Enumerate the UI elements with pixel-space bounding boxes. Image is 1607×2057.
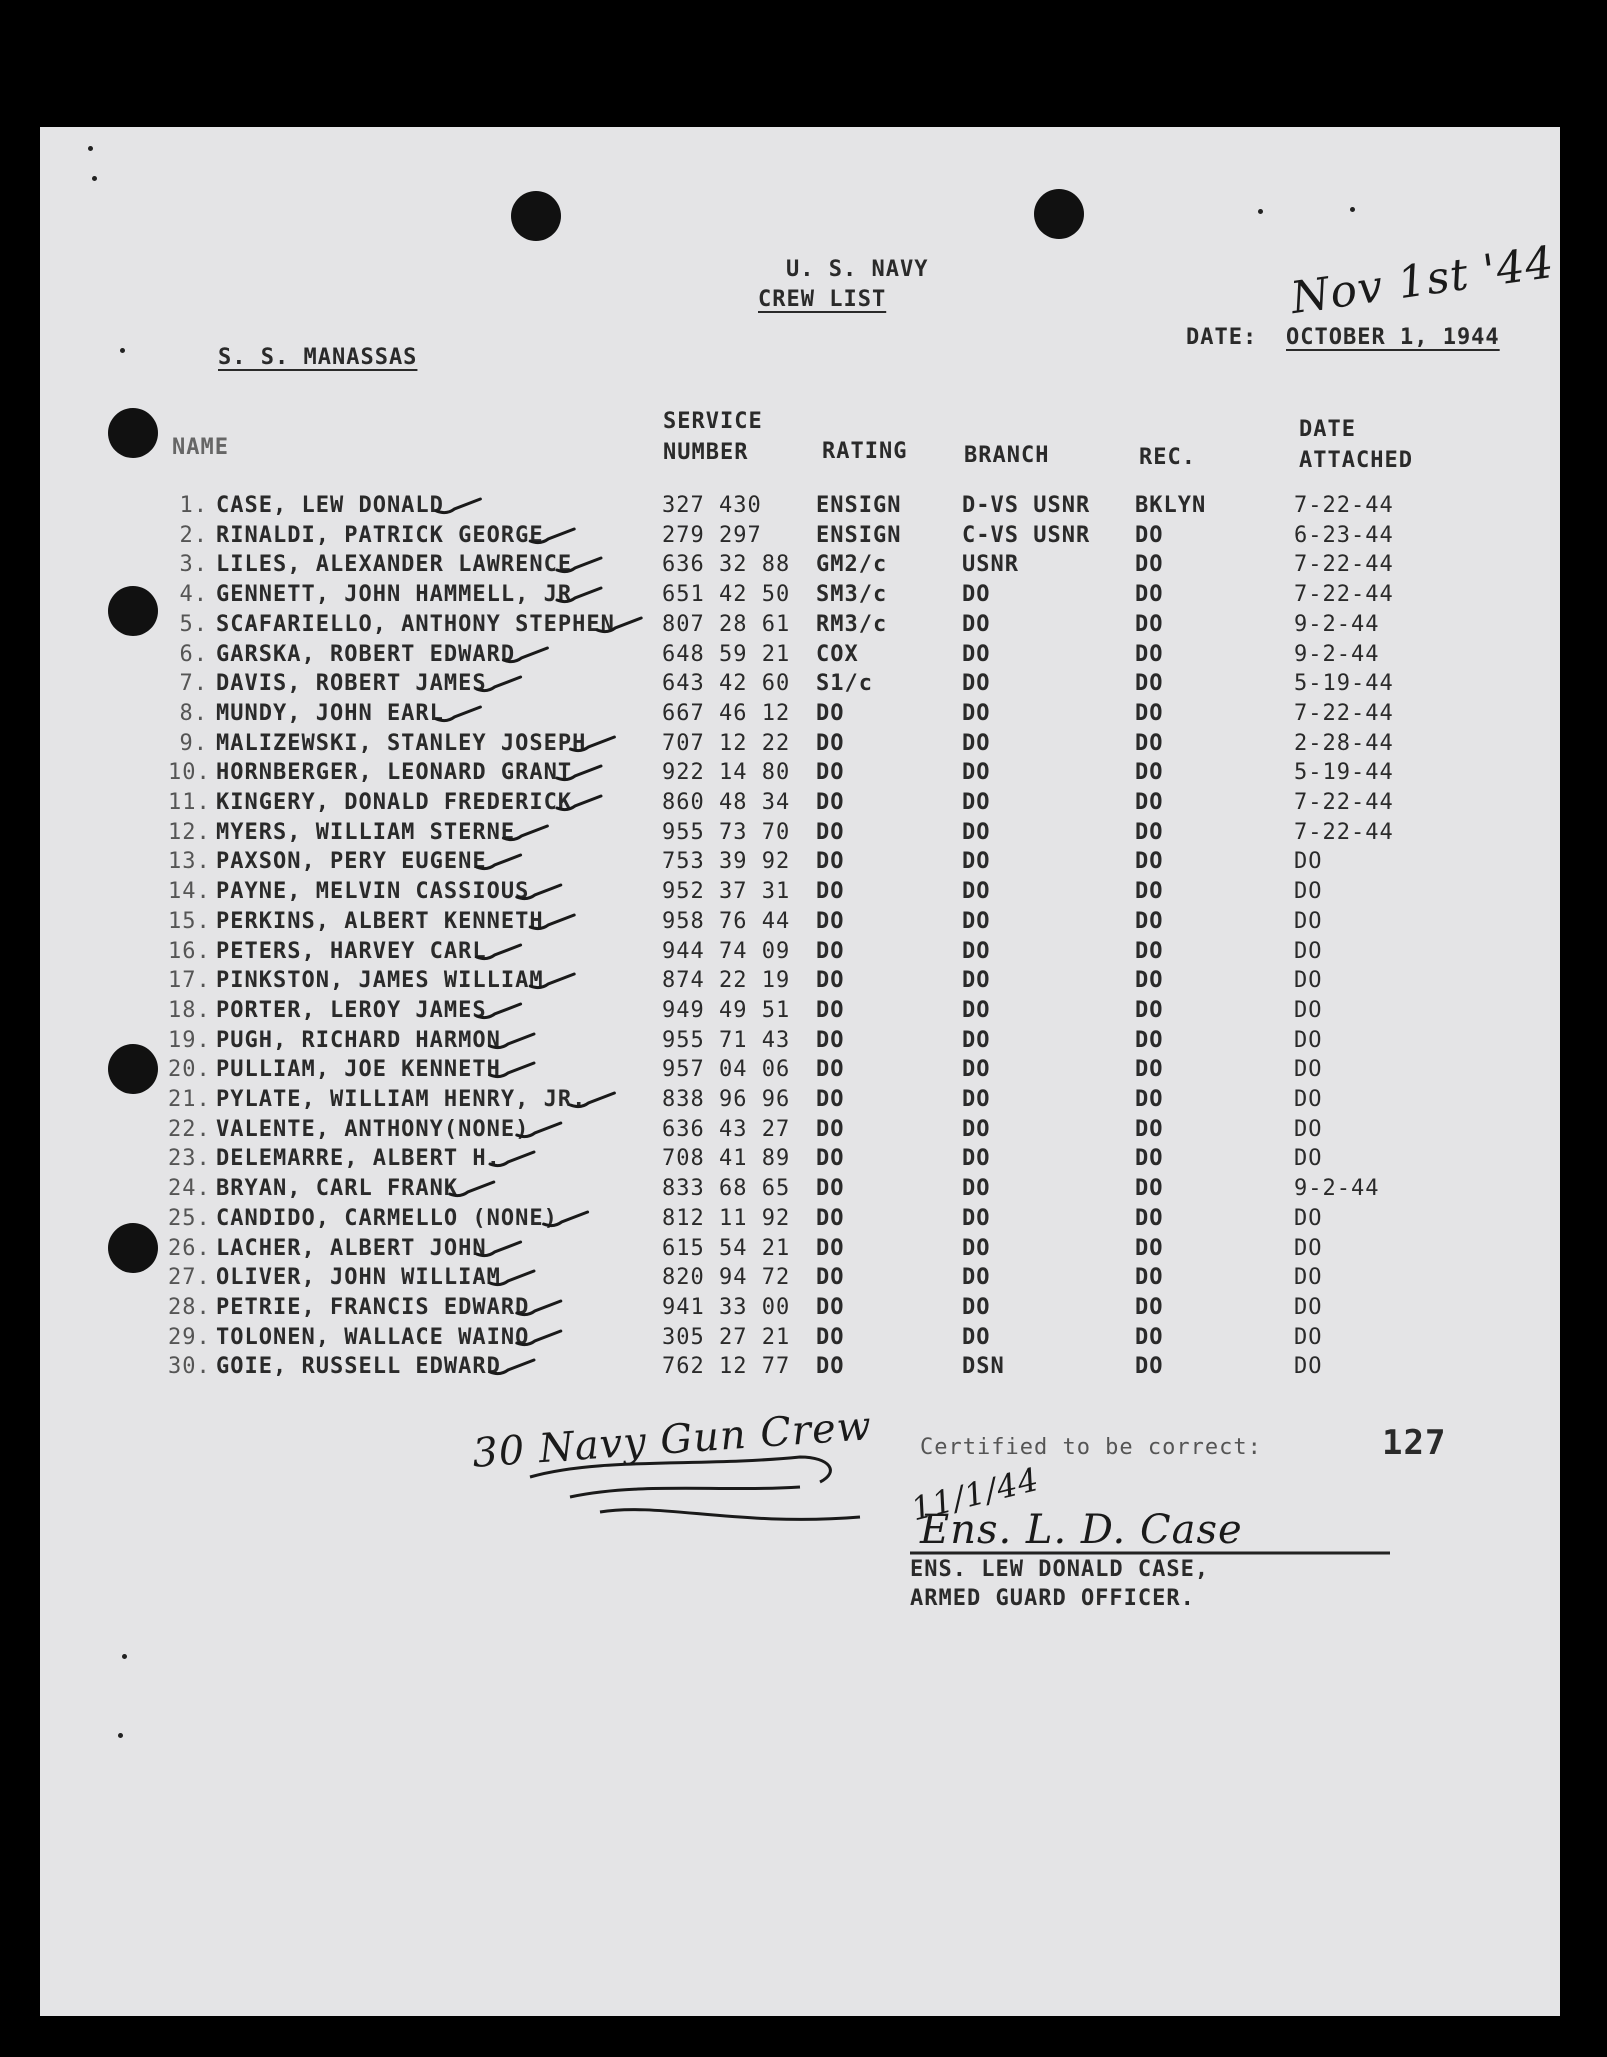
row-number: 19. <box>168 1028 211 1053</box>
crew-name: PERKINS, ALBERT KENNETH <box>216 909 544 934</box>
service-number: 636 43 27 <box>662 1117 791 1142</box>
signature-scribble-2 <box>570 1487 860 1519</box>
rating: DO <box>816 909 845 934</box>
branch: DO <box>962 968 991 993</box>
branch: DO <box>962 790 991 815</box>
page-number: 127 <box>1382 1423 1447 1463</box>
service-number: 753 39 92 <box>662 849 791 874</box>
row-number: 18. <box>168 998 211 1023</box>
branch: DO <box>962 1087 991 1112</box>
service-number: 860 48 34 <box>662 790 791 815</box>
service-number: 955 73 70 <box>662 820 791 845</box>
rec: DO <box>1135 998 1164 1023</box>
check-mark <box>436 499 480 513</box>
branch: DO <box>962 1295 991 1320</box>
check-mark <box>517 1123 561 1137</box>
check-mark <box>557 588 601 602</box>
rating: DO <box>816 731 845 756</box>
rating: DO <box>816 1057 845 1082</box>
crew-name: PINKSTON, JAMES WILLIAM <box>216 968 544 993</box>
col-rec: REC. <box>1139 445 1196 470</box>
check-mark <box>530 529 574 543</box>
branch: DO <box>962 760 991 785</box>
row-number: 4. <box>179 582 208 607</box>
branch: DO <box>962 1028 991 1053</box>
rating: DO <box>816 1295 845 1320</box>
branch: DO <box>962 642 991 667</box>
date-attached: 9-2-44 <box>1294 642 1380 667</box>
row-number: 27. <box>168 1265 211 1290</box>
check-mark <box>490 1271 534 1285</box>
date-attached: DO <box>1294 849 1323 874</box>
date-attached: DO <box>1294 998 1323 1023</box>
branch: DO <box>962 998 991 1023</box>
rating: DO <box>816 1087 845 1112</box>
service-number: 941 33 00 <box>662 1295 791 1320</box>
service-number: 958 76 44 <box>662 909 791 934</box>
crew-name: VALENTE, ANTHONY(NONE) <box>216 1117 530 1142</box>
row-number: 25. <box>168 1206 211 1231</box>
branch: DO <box>962 849 991 874</box>
rec: DO <box>1135 1057 1164 1082</box>
ship-name: S. S. MANASSAS <box>218 345 418 370</box>
rec: DO <box>1135 760 1164 785</box>
col-date-attached: DATE ATTACHED <box>1299 417 1413 473</box>
row-number: 21. <box>168 1087 211 1112</box>
row-number: 29. <box>168 1325 211 1350</box>
rec: BKLYN <box>1135 493 1207 518</box>
crew-name: GARSKA, ROBERT EDWARD <box>216 642 516 667</box>
service-number: 820 94 72 <box>662 1265 791 1290</box>
crew-name: DAVIS, ROBERT JAMES <box>216 671 487 696</box>
date-attached: 9-2-44 <box>1294 612 1380 637</box>
check-mark <box>490 1360 534 1374</box>
crew-name: MUNDY, JOHN EARL <box>216 701 444 726</box>
rating: SM3/c <box>816 582 888 607</box>
date-attached: 7-22-44 <box>1294 493 1394 518</box>
crew-name: RINALDI, PATRICK GEORGE <box>216 523 544 548</box>
service-number: 707 12 22 <box>662 731 791 756</box>
rating: DO <box>816 1146 845 1171</box>
branch: DO <box>962 939 991 964</box>
check-mark <box>570 737 614 751</box>
rec: DO <box>1135 642 1164 667</box>
row-number: 22. <box>168 1117 211 1142</box>
rec: DO <box>1135 1265 1164 1290</box>
date-attached: DO <box>1294 968 1323 993</box>
check-mark <box>490 1034 534 1048</box>
check-mark <box>570 1093 614 1107</box>
rating: DO <box>816 760 845 785</box>
rating: DO <box>816 1236 845 1261</box>
row-number: 9. <box>179 731 208 756</box>
crew-name: GOIE, RUSSELL EDWARD <box>216 1354 501 1379</box>
rec: DO <box>1135 701 1164 726</box>
rec: DO <box>1135 879 1164 904</box>
crew-name: PULLIAM, JOE KENNETH <box>216 1057 501 1082</box>
rating: DO <box>816 998 845 1023</box>
row-number: 7. <box>179 671 208 696</box>
rec: DO <box>1135 523 1164 548</box>
branch: DO <box>962 909 991 934</box>
crew-name: CASE, LEW DONALD <box>216 493 444 518</box>
date-attached: 5-19-44 <box>1294 760 1394 785</box>
check-mark <box>557 796 601 810</box>
date-attached: 7-22-44 <box>1294 552 1394 577</box>
rating: DO <box>816 939 845 964</box>
rec: DO <box>1135 1206 1164 1231</box>
branch: DO <box>962 1325 991 1350</box>
rec: DO <box>1135 582 1164 607</box>
crew-name: PETRIE, FRANCIS EDWARD <box>216 1295 530 1320</box>
branch: DO <box>962 671 991 696</box>
branch: DO <box>962 820 991 845</box>
service-number: 833 68 65 <box>662 1176 791 1201</box>
date-attached: 7-22-44 <box>1294 701 1394 726</box>
certified-text: Certified to be correct: <box>920 1435 1262 1460</box>
rec: DO <box>1135 790 1164 815</box>
check-mark <box>477 1242 521 1256</box>
crew-name: CANDIDO, CARMELLO (NONE) <box>216 1206 558 1231</box>
row-number: 14. <box>168 879 211 904</box>
date-attached: DO <box>1294 1295 1323 1320</box>
crew-name: PORTER, LEROY JAMES <box>216 998 487 1023</box>
document-title: CREW LIST <box>758 287 887 312</box>
service-number: 327 430 <box>662 493 762 518</box>
service-number: 957 04 06 <box>662 1057 791 1082</box>
crew-name: BRYAN, CARL FRANK <box>216 1176 459 1201</box>
check-mark <box>436 707 480 721</box>
rating: DO <box>816 1206 845 1231</box>
service-number: 615 54 21 <box>662 1236 791 1261</box>
rating: DO <box>816 1325 845 1350</box>
service-number: 636 32 88 <box>662 552 791 577</box>
rating: DO <box>816 1265 845 1290</box>
service-number: 762 12 77 <box>662 1354 791 1379</box>
rating: COX <box>816 642 859 667</box>
col-rating: RATING <box>822 439 908 464</box>
service-number: 955 71 43 <box>662 1028 791 1053</box>
row-number: 24. <box>168 1176 211 1201</box>
rating: ENSIGN <box>816 493 902 518</box>
rec: DO <box>1135 671 1164 696</box>
rec: DO <box>1135 1117 1164 1142</box>
col-branch: BRANCH <box>964 443 1050 468</box>
crew-name: PAXSON, PERY EUGENE <box>216 849 487 874</box>
col-service-number: SERVICE NUMBER <box>663 409 763 465</box>
row-number: 10. <box>168 760 211 785</box>
crew-name: TOLONEN, WALLACE WAINO <box>216 1325 530 1350</box>
branch: DSN <box>962 1354 1005 1379</box>
col-name: NAME <box>172 435 229 460</box>
branch: C-VS USNR <box>962 523 1091 548</box>
rec: DO <box>1135 612 1164 637</box>
row-number: 23. <box>168 1146 211 1171</box>
row-number: 6. <box>179 642 208 667</box>
branch: D-VS USNR <box>962 493 1091 518</box>
service-number: 949 49 51 <box>662 998 791 1023</box>
branch: DO <box>962 1265 991 1290</box>
rec: DO <box>1135 1146 1164 1171</box>
date-value: OCTOBER 1, 1944 <box>1286 325 1500 350</box>
crew-name: LACHER, ALBERT JOHN <box>216 1236 487 1261</box>
date-attached: 9-2-44 <box>1294 1176 1380 1201</box>
rec: DO <box>1135 1295 1164 1320</box>
branch: DO <box>962 1117 991 1142</box>
crew-name: HORNBERGER, LEONARD GRANT <box>216 760 573 785</box>
branch: DO <box>962 1206 991 1231</box>
rating: DO <box>816 701 845 726</box>
branch: DO <box>962 879 991 904</box>
date-attached: DO <box>1294 1028 1323 1053</box>
rating: RM3/c <box>816 612 888 637</box>
crew-list-page <box>40 127 1560 2016</box>
branch: DO <box>962 1236 991 1261</box>
service-number: 305 27 21 <box>662 1325 791 1350</box>
crew-name: MALIZEWSKI, STANLEY JOSEPH <box>216 731 587 756</box>
branch: DO <box>962 612 991 637</box>
crew-name: LILES, ALEXANDER LAWRENCE <box>216 552 573 577</box>
date-attached: DO <box>1294 1087 1323 1112</box>
service-number: 874 22 19 <box>662 968 791 993</box>
service-number: 922 14 80 <box>662 760 791 785</box>
check-mark <box>530 974 574 988</box>
branch: DO <box>962 1176 991 1201</box>
rec: DO <box>1135 849 1164 874</box>
date-attached: DO <box>1294 939 1323 964</box>
signer-name: ENS. LEW DONALD CASE, <box>910 1557 1210 1582</box>
crew-name: OLIVER, JOHN WILLIAM <box>216 1265 501 1290</box>
check-mark <box>530 915 574 929</box>
row-number: 13. <box>168 849 211 874</box>
row-number: 30. <box>168 1354 211 1379</box>
rating: DO <box>816 1176 845 1201</box>
rec: DO <box>1135 820 1164 845</box>
date-attached: DO <box>1294 1206 1323 1231</box>
branch: DO <box>962 701 991 726</box>
row-number: 26. <box>168 1236 211 1261</box>
row-number: 8. <box>179 701 208 726</box>
date-attached: DO <box>1294 1325 1323 1350</box>
branch: USNR <box>962 552 1019 577</box>
rec: DO <box>1135 731 1164 756</box>
date-attached: 7-22-44 <box>1294 820 1394 845</box>
service-number: 279 297 <box>662 523 762 548</box>
handwritten-marks <box>40 127 1560 2016</box>
org-heading: U. S. NAVY <box>786 257 929 282</box>
signer-title: ARMED GUARD OFFICER. <box>910 1586 1195 1611</box>
row-number: 5. <box>179 612 208 637</box>
check-mark <box>597 618 641 632</box>
crew-name: MYERS, WILLIAM STERNE <box>216 820 516 845</box>
date-attached: DO <box>1294 1057 1323 1082</box>
rec: DO <box>1135 968 1164 993</box>
check-mark <box>503 826 547 840</box>
date-label: DATE: <box>1186 325 1258 350</box>
date-attached: DO <box>1294 879 1323 904</box>
row-number: 16. <box>168 939 211 964</box>
handwritten-sign-date: 11/1/44 <box>907 1459 1044 1529</box>
crew-name: DELEMARRE, ALBERT H. <box>216 1146 501 1171</box>
service-number: 952 37 31 <box>662 879 791 904</box>
check-mark <box>517 1301 561 1315</box>
date-attached: DO <box>1294 1117 1323 1142</box>
rating: DO <box>816 1117 845 1142</box>
crew-name: GENNETT, JOHN HAMMELL, JR <box>216 582 573 607</box>
rec: DO <box>1135 1176 1164 1201</box>
date-attached: DO <box>1294 1354 1323 1379</box>
service-number: 708 41 89 <box>662 1146 791 1171</box>
service-number: 807 28 61 <box>662 612 791 637</box>
check-mark <box>450 1182 494 1196</box>
check-mark <box>477 945 521 959</box>
rating: DO <box>816 879 845 904</box>
rating: DO <box>816 790 845 815</box>
date-attached: 2-28-44 <box>1294 731 1394 756</box>
row-number: 11. <box>168 790 211 815</box>
check-mark <box>503 648 547 662</box>
check-mark <box>557 766 601 780</box>
rec: DO <box>1135 939 1164 964</box>
check-mark <box>477 1004 521 1018</box>
branch: DO <box>962 731 991 756</box>
crew-name: PUGH, RICHARD HARMON <box>216 1028 501 1053</box>
branch: DO <box>962 1057 991 1082</box>
rating: GM2/c <box>816 552 888 577</box>
handwritten-total: 30 Navy Gun Crew <box>470 1403 874 1477</box>
service-number: 838 96 96 <box>662 1087 791 1112</box>
crew-name: PETERS, HARVEY CARL <box>216 939 487 964</box>
crew-name: PAYNE, MELVIN CASSIOUS <box>216 879 530 904</box>
date-attached: 7-22-44 <box>1294 790 1394 815</box>
rec: DO <box>1135 552 1164 577</box>
branch: DO <box>962 582 991 607</box>
signature: Ens. L. D. Case <box>920 1507 1243 1553</box>
check-mark <box>490 1152 534 1166</box>
rec: DO <box>1135 1087 1164 1112</box>
row-number: 20. <box>168 1057 211 1082</box>
check-mark <box>517 885 561 899</box>
rating: S1/c <box>816 671 873 696</box>
crew-name: PYLATE, WILLIAM HENRY, JR. <box>216 1087 587 1112</box>
check-mark <box>477 677 521 691</box>
check-mark <box>544 1212 588 1226</box>
check-mark <box>490 1063 534 1077</box>
date-attached: DO <box>1294 909 1323 934</box>
handwritten-date-note: Nov 1st '44 <box>1287 236 1558 325</box>
check-mark <box>557 558 601 572</box>
rec: DO <box>1135 1028 1164 1053</box>
service-number: 944 74 09 <box>662 939 791 964</box>
branch: DO <box>962 1146 991 1171</box>
rec: DO <box>1135 1354 1164 1379</box>
rec: DO <box>1135 1236 1164 1261</box>
service-number: 648 59 21 <box>662 642 791 667</box>
date-attached: DO <box>1294 1236 1323 1261</box>
row-number: 12. <box>168 820 211 845</box>
rating: DO <box>816 820 845 845</box>
rating: DO <box>816 849 845 874</box>
rating: DO <box>816 1354 845 1379</box>
service-number: 667 46 12 <box>662 701 791 726</box>
date-attached: 7-22-44 <box>1294 582 1394 607</box>
row-number: 2. <box>179 523 208 548</box>
row-number: 15. <box>168 909 211 934</box>
rating: ENSIGN <box>816 523 902 548</box>
check-mark <box>517 1331 561 1345</box>
date-attached: 5-19-44 <box>1294 671 1394 696</box>
row-number: 28. <box>168 1295 211 1320</box>
crew-name: KINGERY, DONALD FREDERICK <box>216 790 573 815</box>
service-number: 643 42 60 <box>662 671 791 696</box>
row-number: 17. <box>168 968 211 993</box>
rating: DO <box>816 1028 845 1053</box>
date-attached: DO <box>1294 1265 1323 1290</box>
date-attached: DO <box>1294 1146 1323 1171</box>
rec: DO <box>1135 1325 1164 1350</box>
crew-name: SCAFARIELLO, ANTHONY STEPHEN <box>216 612 615 637</box>
service-number: 812 11 92 <box>662 1206 791 1231</box>
rec: DO <box>1135 909 1164 934</box>
check-mark <box>477 855 521 869</box>
service-number: 651 42 50 <box>662 582 791 607</box>
rating: DO <box>816 968 845 993</box>
date-attached: 6-23-44 <box>1294 523 1394 548</box>
row-number: 3. <box>179 552 208 577</box>
row-number: 1. <box>179 493 208 518</box>
